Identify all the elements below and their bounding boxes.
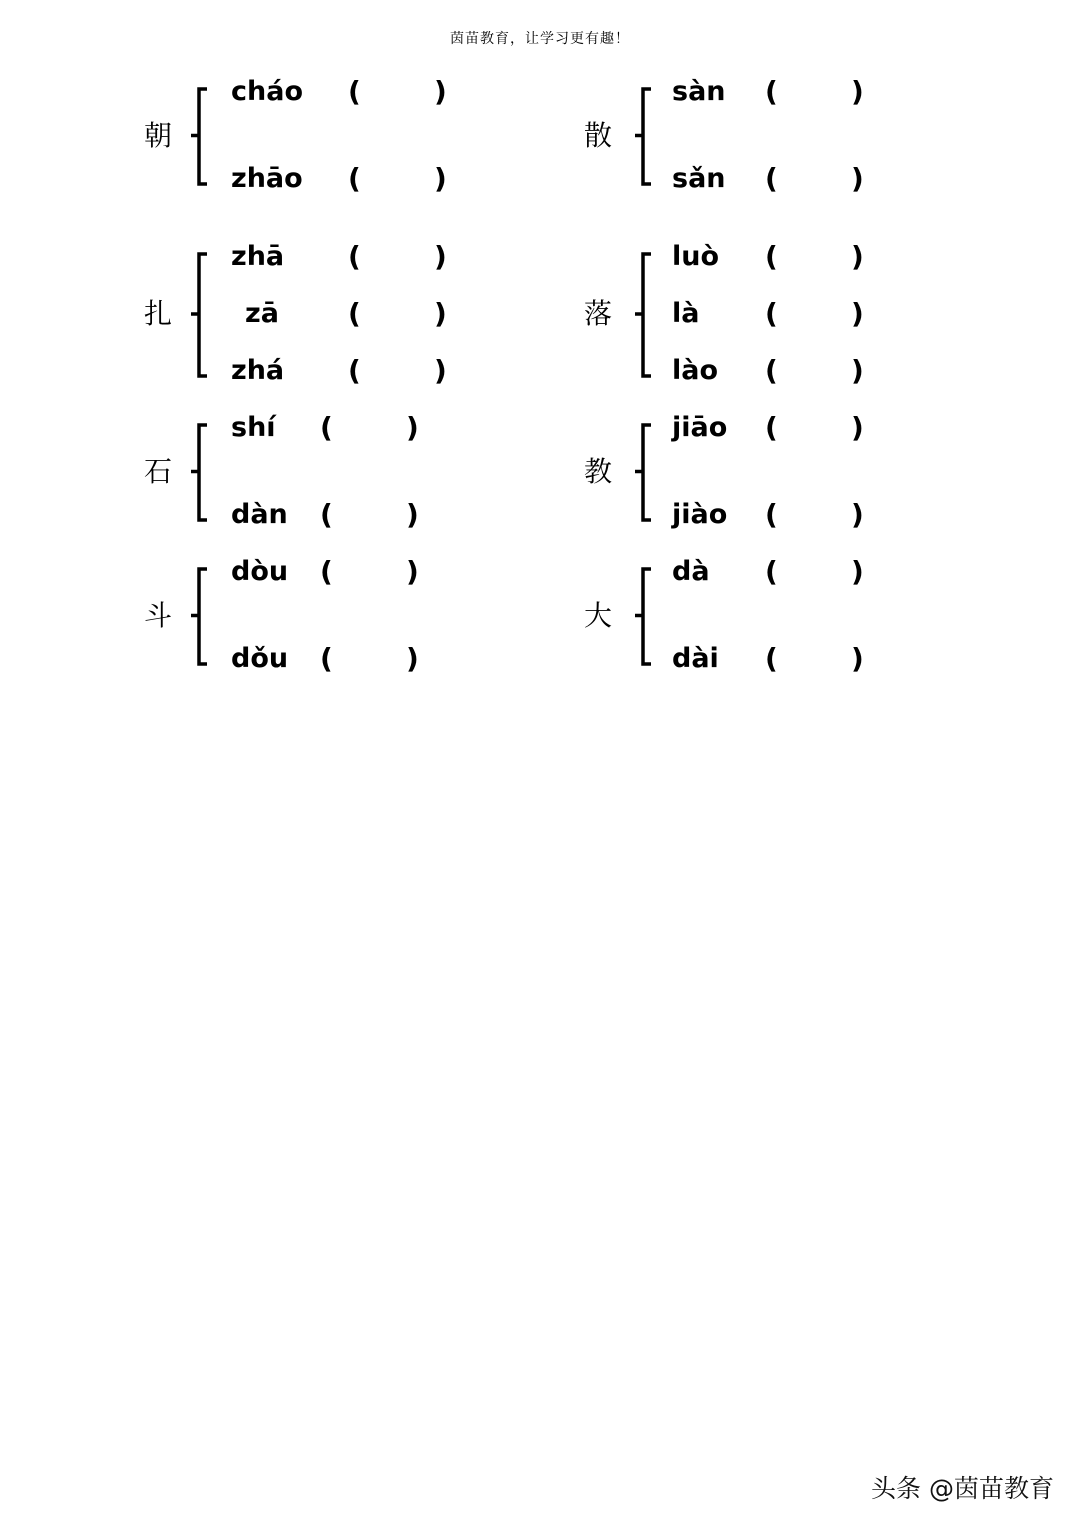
- answer-blank[interactable]: [779, 162, 849, 196]
- answer-paren-close: ): [851, 555, 864, 588]
- pinyin-label: dà: [672, 556, 710, 587]
- answer-blank[interactable]: [334, 642, 404, 676]
- answer-blank[interactable]: [362, 297, 432, 331]
- pinyin-label: zā: [245, 298, 279, 329]
- bracket-icon: [634, 240, 654, 388]
- answer-paren-close: ): [851, 411, 864, 444]
- answer-blank[interactable]: [779, 75, 849, 109]
- pinyin-label: zhāo: [231, 163, 303, 194]
- answer-blank[interactable]: [779, 642, 849, 676]
- answer-paren-close: ): [851, 297, 864, 330]
- answer-paren-close: ): [851, 498, 864, 531]
- answer-blank[interactable]: [334, 555, 404, 589]
- answer-paren-open: (: [765, 162, 778, 195]
- answer-paren-open: (: [348, 240, 361, 273]
- pinyin-label: shí: [231, 412, 276, 443]
- pinyin-label: là: [672, 298, 700, 329]
- answer-blank[interactable]: [334, 411, 404, 445]
- pinyin-label: dài: [672, 643, 719, 674]
- pinyin-label: lào: [672, 355, 719, 386]
- pinyin-label: zhā: [231, 241, 285, 272]
- answer-blank[interactable]: [334, 498, 404, 532]
- pinyin-label: sàn: [672, 76, 726, 107]
- pinyin-label: cháo: [231, 76, 303, 107]
- answer-paren-close: ): [434, 75, 447, 108]
- pinyin-label: zhá: [231, 355, 285, 386]
- hanzi-character: 扎: [144, 297, 173, 330]
- answer-paren-close: ): [434, 297, 447, 330]
- answer-paren-open: (: [320, 498, 333, 531]
- answer-paren-open: (: [765, 297, 778, 330]
- hanzi-character: 散: [584, 118, 613, 152]
- pinyin-label: jiāo: [672, 412, 728, 443]
- hanzi-character: 朝: [144, 118, 173, 152]
- answer-paren-close: ): [434, 240, 447, 273]
- answer-blank[interactable]: [779, 411, 849, 445]
- answer-paren-open: (: [348, 354, 361, 387]
- pinyin-label: jiào: [672, 499, 728, 530]
- bracket-icon: [190, 240, 210, 388]
- pinyin-label: sǎn: [672, 163, 726, 194]
- hanzi-character: 斗: [144, 598, 173, 632]
- answer-paren-close: ): [406, 498, 419, 531]
- answer-paren-open: (: [348, 75, 361, 108]
- answer-paren-close: ): [406, 411, 419, 444]
- bracket-icon: [190, 411, 210, 532]
- pinyin-label: dàn: [231, 499, 288, 530]
- answer-paren-close: ): [851, 75, 864, 108]
- answer-blank[interactable]: [362, 162, 432, 196]
- answer-blank[interactable]: [362, 75, 432, 109]
- bracket-icon: [634, 411, 654, 532]
- answer-blank[interactable]: [362, 240, 432, 274]
- answer-paren-close: ): [434, 354, 447, 387]
- answer-paren-open: (: [348, 297, 361, 330]
- answer-blank[interactable]: [779, 498, 849, 532]
- pinyin-label: dòu: [231, 556, 289, 587]
- answer-paren-open: (: [765, 240, 778, 273]
- answer-paren-close: ): [851, 162, 864, 195]
- answer-paren-open: (: [320, 555, 333, 588]
- hanzi-character: 大: [584, 598, 613, 632]
- answer-paren-open: (: [320, 642, 333, 675]
- answer-blank[interactable]: [779, 555, 849, 589]
- answer-paren-open: (: [765, 642, 778, 675]
- answer-paren-close: ): [851, 240, 864, 273]
- watermark-footer: 头条 @茵苗教育: [871, 1474, 1054, 1503]
- answer-blank[interactable]: [779, 297, 849, 331]
- bracket-icon: [634, 75, 654, 196]
- answer-blank[interactable]: [362, 354, 432, 388]
- bracket-icon: [190, 555, 210, 676]
- answer-paren-open: (: [765, 75, 778, 108]
- hanzi-character: 教: [584, 454, 613, 488]
- answer-paren-close: ): [851, 642, 864, 675]
- answer-blank[interactable]: [779, 354, 849, 388]
- answer-paren-open: (: [765, 555, 778, 588]
- hanzi-character: 落: [584, 297, 613, 330]
- answer-paren-open: (: [765, 411, 778, 444]
- answer-blank[interactable]: [779, 240, 849, 274]
- pinyin-label: luò: [672, 241, 720, 272]
- answer-paren-close: ): [851, 354, 864, 387]
- answer-paren-open: (: [765, 354, 778, 387]
- bracket-icon: [634, 555, 654, 676]
- answer-paren-open: (: [320, 411, 333, 444]
- bracket-icon: [190, 75, 210, 196]
- answer-paren-close: ): [406, 642, 419, 675]
- hanzi-character: 石: [144, 454, 173, 488]
- answer-paren-open: (: [765, 498, 778, 531]
- answer-paren-open: (: [348, 162, 361, 195]
- answer-paren-close: ): [434, 162, 447, 195]
- pinyin-label: dǒu: [231, 643, 289, 674]
- page-header: 茵苗教育，让学习更有趣！: [450, 31, 630, 47]
- answer-paren-close: ): [406, 555, 419, 588]
